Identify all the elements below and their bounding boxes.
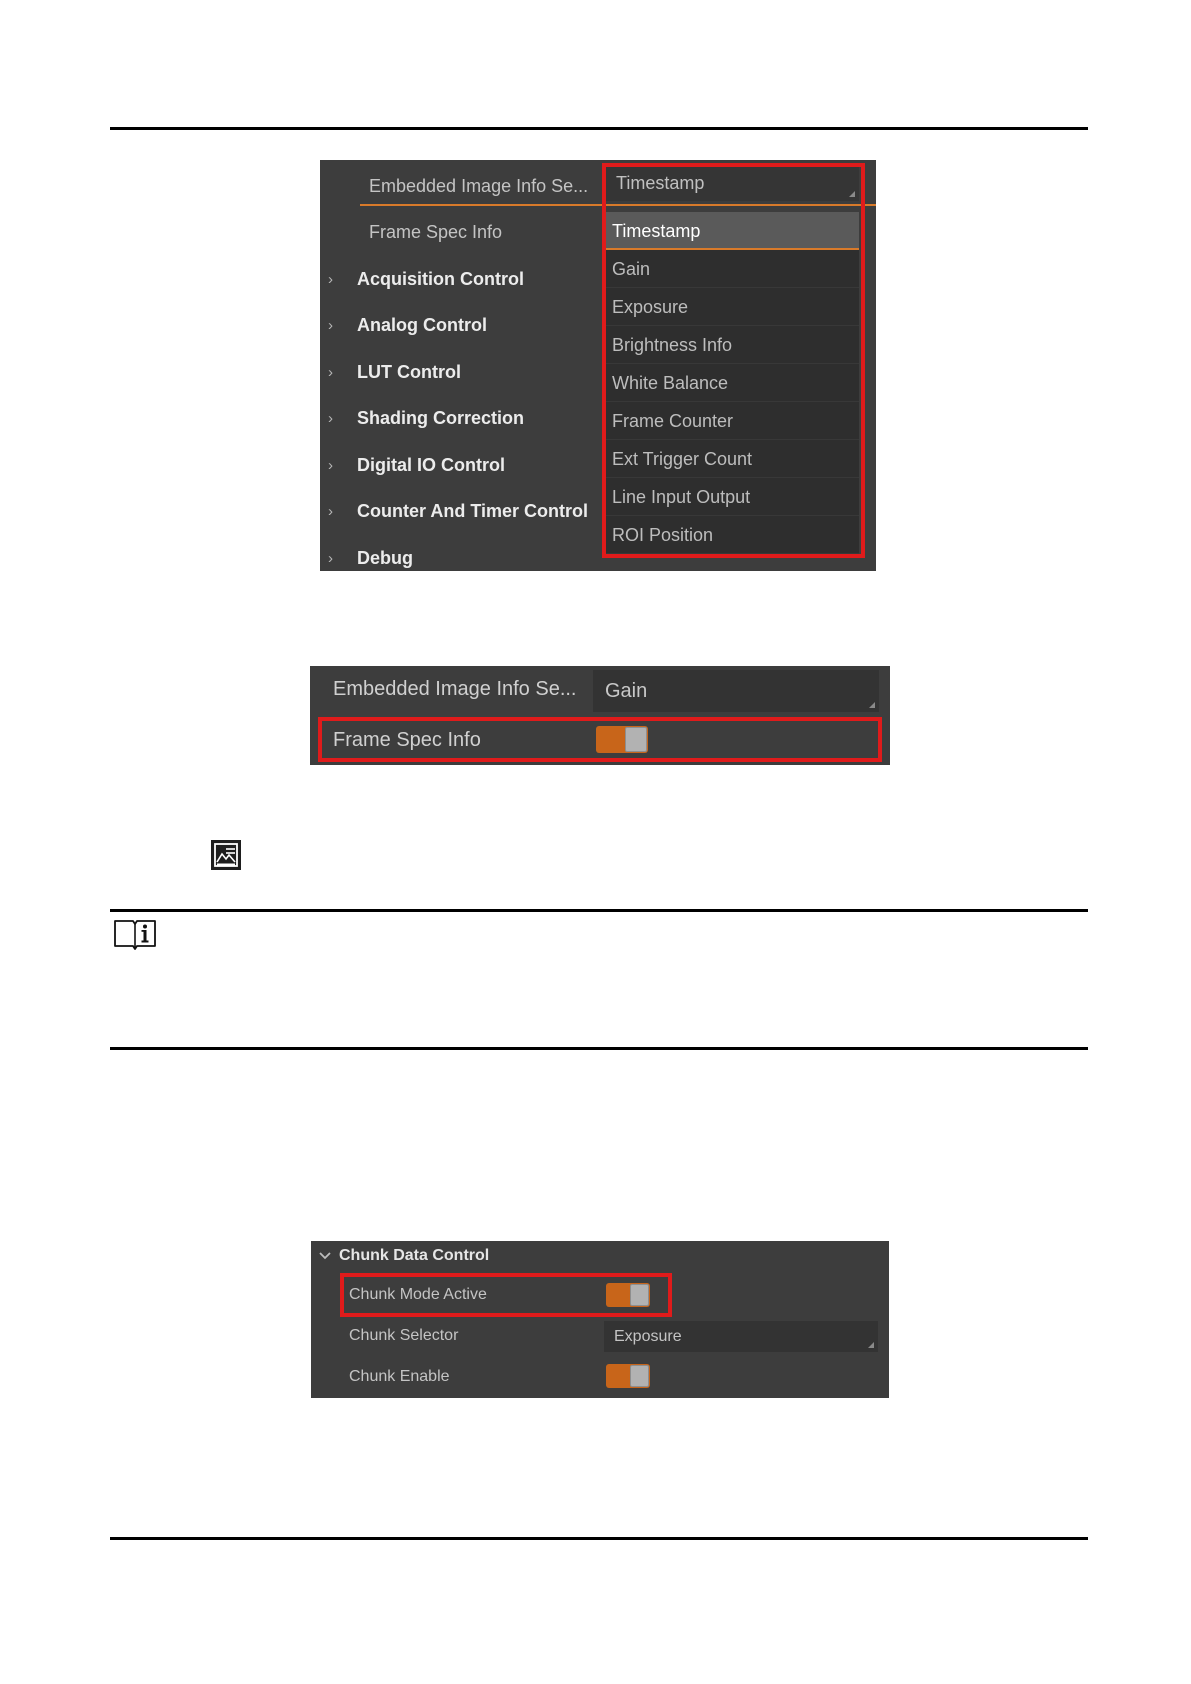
toggle-knob bbox=[630, 1365, 649, 1387]
embedded-info-dropdown-screenshot bbox=[320, 160, 876, 571]
red-highlight-box bbox=[318, 717, 882, 762]
category-label: Debug bbox=[357, 548, 413, 568]
embedded-image-info-select-value: Timestamp bbox=[616, 173, 705, 193]
note-bottom-rule bbox=[110, 1047, 1088, 1050]
note-icon bbox=[113, 918, 157, 950]
embedded-image-info-selector-label: Embedded Image Info Se... bbox=[333, 678, 577, 700]
chevron-right-icon: › bbox=[328, 410, 333, 427]
chunk-enable-label: Chunk Enable bbox=[349, 1368, 450, 1385]
chevron-right-icon: › bbox=[328, 271, 333, 288]
chevron-right-icon: › bbox=[328, 503, 333, 520]
option-ext-trigger-count[interactable]: Ext Trigger Count bbox=[604, 440, 859, 478]
embedded-image-info-selector-label: Embedded Image Info Se... bbox=[369, 176, 589, 196]
chunk-data-control-header[interactable]: Chunk Data Control bbox=[339, 1247, 490, 1264]
chevron-right-icon: › bbox=[328, 457, 333, 474]
frame-spec-info-label: Frame Spec Info bbox=[369, 222, 503, 242]
embedded-image-info-select[interactable] bbox=[593, 670, 879, 712]
chevron-right-icon: › bbox=[328, 550, 333, 567]
category-label: Shading Correction bbox=[357, 408, 525, 428]
chunk-enable-toggle[interactable] bbox=[606, 1364, 650, 1388]
red-highlight-box bbox=[340, 1273, 672, 1317]
chunk-selector-label: Chunk Selector bbox=[349, 1327, 459, 1344]
option-timestamp[interactable]: Timestamp bbox=[604, 212, 859, 250]
category-label: Counter And Timer Control bbox=[357, 501, 588, 521]
category-label: Digital IO Control bbox=[357, 455, 505, 475]
resize-grip-icon bbox=[868, 1342, 874, 1348]
note-top-rule bbox=[110, 909, 1088, 912]
bottom-rule bbox=[110, 1537, 1088, 1540]
frame-spec-info-label: Frame Spec Info bbox=[333, 729, 481, 751]
option-gain[interactable]: Gain bbox=[604, 250, 859, 288]
option-exposure[interactable]: Exposure bbox=[604, 288, 859, 326]
chevron-right-icon: › bbox=[328, 364, 333, 381]
embedded-image-info-select-value: Gain bbox=[605, 680, 648, 702]
chunk-mode-active-label: Chunk Mode Active bbox=[349, 1286, 487, 1303]
category-label: Analog Control bbox=[357, 315, 487, 335]
chunk-data-control-screenshot bbox=[311, 1241, 889, 1398]
option-line-input-output[interactable]: Line Input Output bbox=[604, 478, 859, 516]
option-white-balance[interactable]: White Balance bbox=[604, 364, 859, 402]
category-label: LUT Control bbox=[357, 362, 461, 382]
category-label: Acquisition Control bbox=[357, 269, 524, 289]
red-highlight-box bbox=[602, 163, 865, 558]
image-info-icon bbox=[211, 840, 241, 870]
top-rule bbox=[110, 127, 1088, 130]
frame-spec-info-screenshot bbox=[310, 666, 890, 765]
chunk-selector-select[interactable] bbox=[604, 1321, 878, 1352]
chevron-right-icon: › bbox=[328, 317, 333, 334]
resize-grip-icon bbox=[869, 702, 875, 708]
chunk-selector-value: Exposure bbox=[614, 1328, 682, 1345]
option-brightness-info[interactable]: Brightness Info bbox=[604, 326, 859, 364]
option-roi-position[interactable]: ROI Position bbox=[604, 516, 859, 554]
option-frame-counter[interactable]: Frame Counter bbox=[604, 402, 859, 440]
chevron-down-icon[interactable] bbox=[317, 1248, 333, 1264]
